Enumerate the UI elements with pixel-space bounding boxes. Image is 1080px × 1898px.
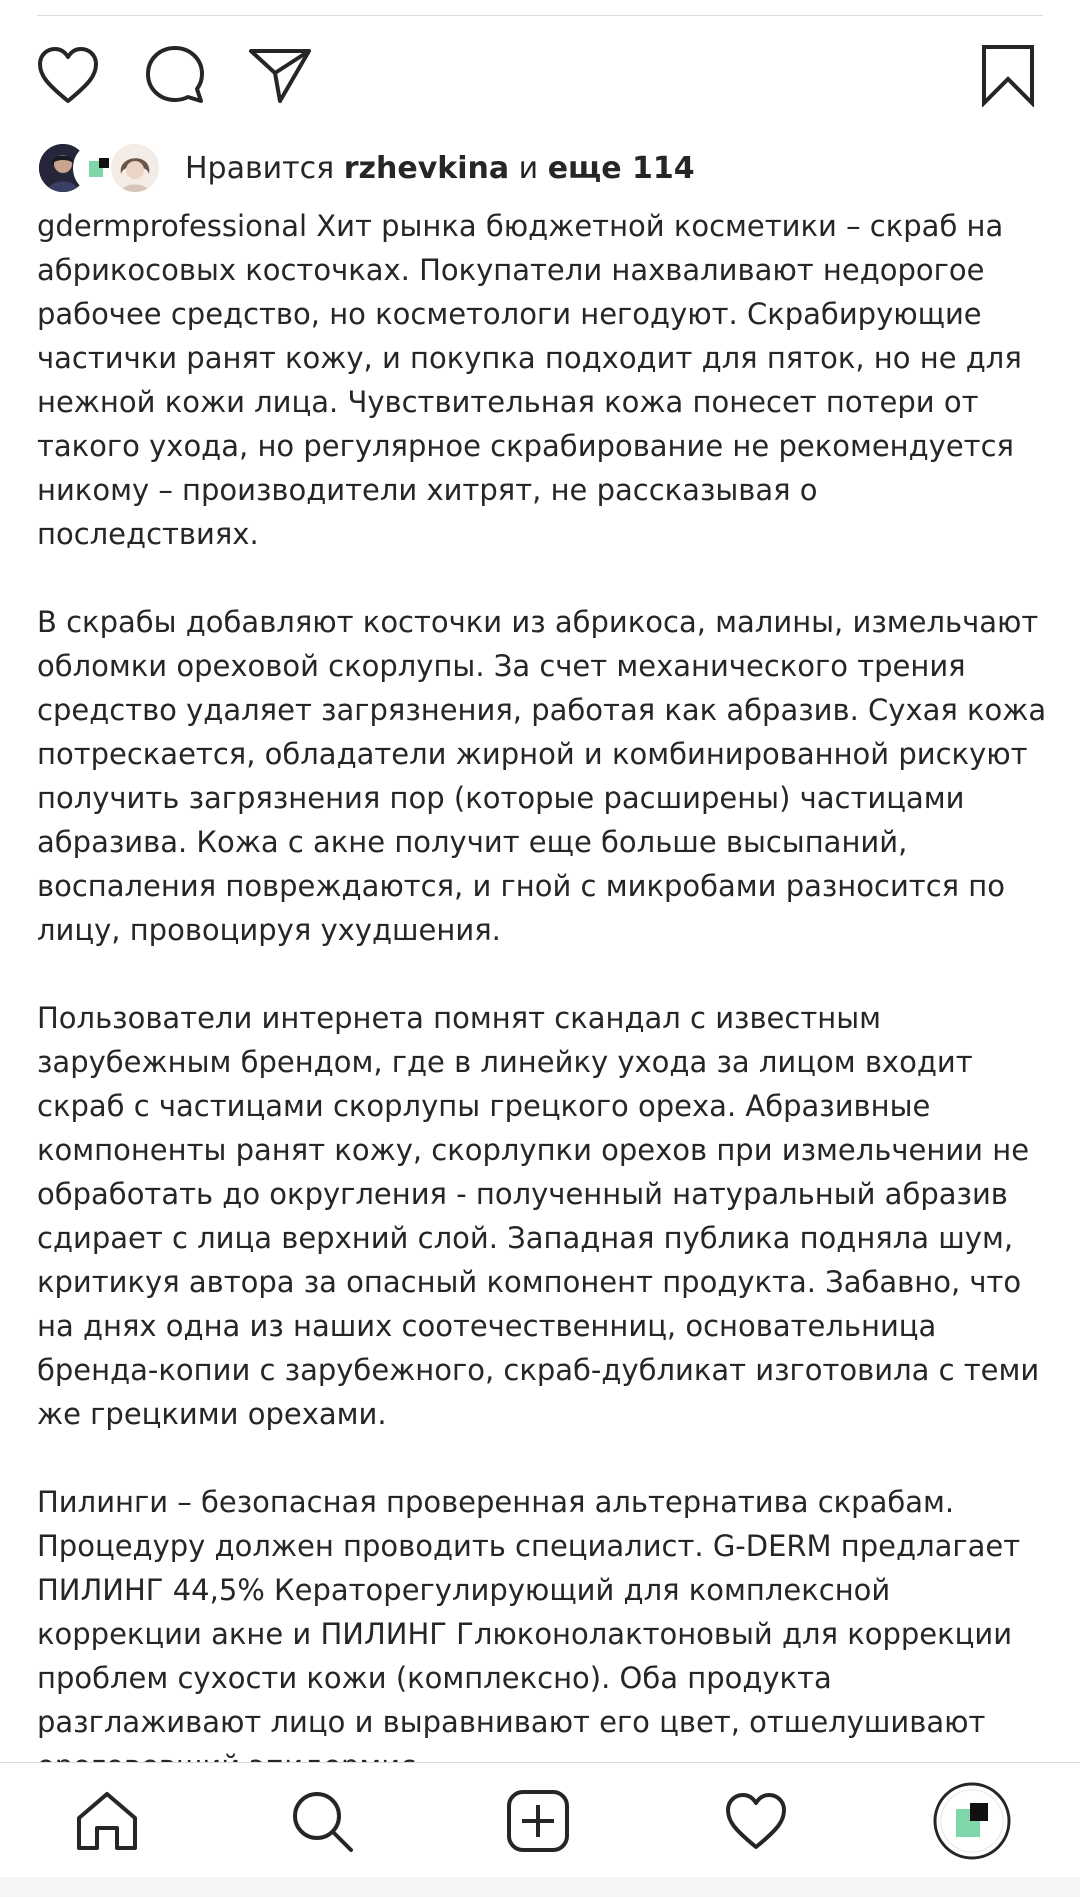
nav-search-icon[interactable] <box>262 1763 382 1878</box>
likes-summary <box>185 151 695 186</box>
caption-paragraph: Пользователи интернета помнят скандал с известным зарубежным брендом, где в линейку ухода за лицом входит скраб с частицами скорлупы грецкого ореха. Абразивные компоненты ранят кожу, скорлупки орехов при измельчении не обработать до округления - полученный натуральный абразив сдирает с лица верхний слой. Западная публика подняла шум, критикуя автора за опасный компонент продукта. Забавно, что на днях одна из наших соотечественниц, основательница бренда-копии с зарубежного, скраб-дубликат изготовила с теми же грецкими орехами. <box>37 1001 1040 1431</box>
nav-add-post-icon[interactable] <box>478 1763 598 1878</box>
top-divider <box>37 15 1043 16</box>
likes-connector: и <box>518 150 539 186</box>
caption-paragraph: В скрабы добавляют косточки из абрикоса, малины, измельчают обломки ореховой скорлупы. За счет механического трения средство удаляет загрязнения, работая как абразив. Сухая кожа потрескается, обладатели жирной и комбинированной рискуют получить загрязнения пор (которые расширены) частицами абразива. Кожа с акне получит еще больше высыпаний, воспаления повреждаются, и гной с микробами разносится по лицу, провоцируя ухудшения. <box>37 605 1047 947</box>
comment-icon[interactable] <box>140 40 210 110</box>
likes-others-count[interactable]: еще 114 <box>547 150 695 186</box>
post-action-bar <box>0 40 1080 130</box>
save-bookmark-icon[interactable] <box>978 40 1038 110</box>
caption-text: Хит рынка бюджетной косметики – скраб на абрикосовых косточках. Покупатели нахваливают недорогое рабочее средство, но косметологи негодуют. Скрабирующие частички ранят кожу, и покупка подходит для пяток, но не для нежной кожи лица. Чувствительная кожа понесет потери от такого ухода, но регулярное скрабирование не рекомендуется никому – производители хитрят, не рассказывая о последствиях. <box>37 209 1022 551</box>
nav-activity-heart-icon[interactable] <box>696 1763 816 1878</box>
share-icon[interactable] <box>244 40 316 110</box>
like-icon[interactable] <box>33 40 103 110</box>
likes-prefix: Нравится <box>185 150 335 186</box>
liker-avatars <box>37 140 167 196</box>
liker-username[interactable]: rzhevkina <box>343 150 510 186</box>
caption-username[interactable]: gdermprofessional <box>37 209 308 243</box>
nav-profile-avatar-icon[interactable] <box>912 1763 1032 1878</box>
caption-paragraph <box>37 204 1047 556</box>
caption-paragraph: Пилинги – безопасная проверенная альтернатива скрабам. Процедуру должен проводить специалист. G-DERM предлагает ПИЛИНГ 44,5% Кераторегулирующий для комплексной коррекции акне и ПИЛИНГ Глюконолактоновый для коррекции проблем сухости кожи (комплексно). Оба продукта разглаживают лицо и выравнивают его цвет, отшелушивают <box>37 1485 1021 1739</box>
nav-home-icon[interactable] <box>47 1763 167 1878</box>
likes-row[interactable] <box>37 140 695 196</box>
post-caption <box>37 204 1047 1788</box>
avatar <box>109 142 161 194</box>
system-bottom-strip <box>0 1877 1080 1897</box>
